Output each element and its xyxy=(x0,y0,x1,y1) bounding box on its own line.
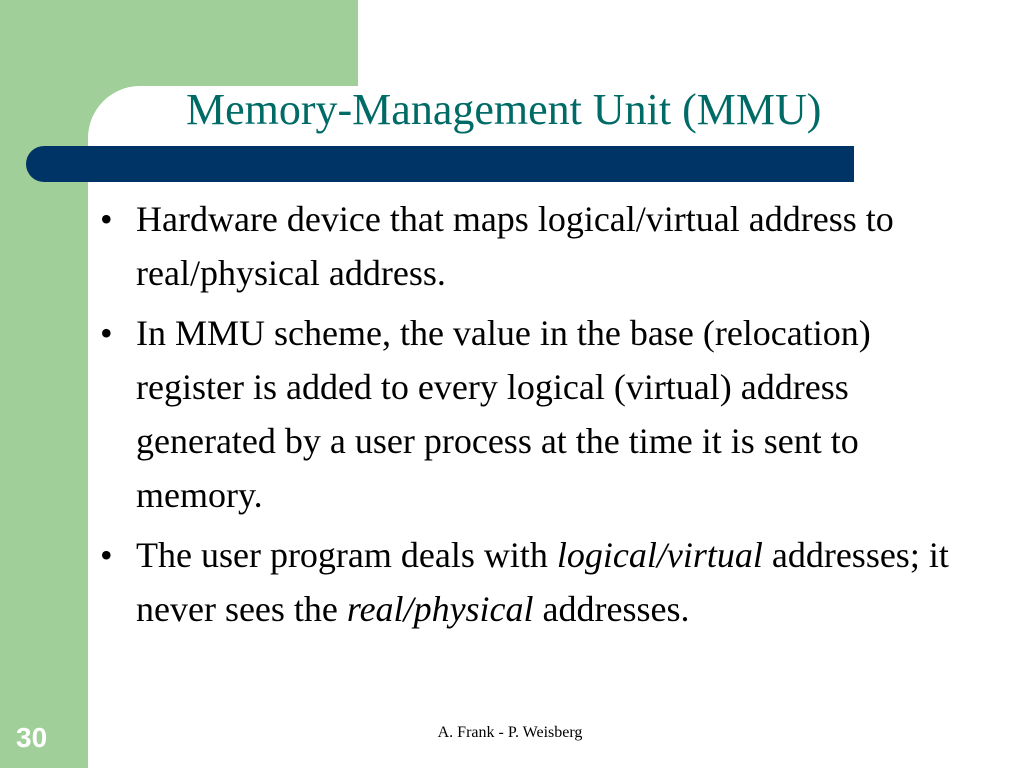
bullet-item xyxy=(100,528,980,636)
bullet-text: In MMU scheme, the value in the base (relocation) register is added to every logical (virtual) address generated by a user process at the time it is sent to memory. xyxy=(136,313,871,515)
bullet-list xyxy=(100,192,980,642)
bullet-item xyxy=(100,306,980,522)
bullet-icon: • xyxy=(100,199,113,239)
footer xyxy=(0,724,1024,742)
footer-text: A. Frank - P. Weisberg xyxy=(437,724,583,741)
bullet-icon: • xyxy=(100,313,113,353)
italic-term: logical/virtual xyxy=(556,535,763,575)
slide-title: Memory-Management Unit (MMU) xyxy=(186,85,822,134)
italic-term: real/physical xyxy=(346,589,534,629)
slide-number: 30 xyxy=(16,722,48,753)
bullet-text: The user program deals with logical/virtual addresses; it never sees the real/physical addresses. xyxy=(136,535,949,629)
green-sidebar xyxy=(0,0,88,768)
bullet-icon: • xyxy=(100,535,113,575)
bullet-text: Hardware device that maps logical/virtual address to real/physical address. xyxy=(136,199,894,293)
title-underline-bar xyxy=(26,146,854,182)
bullet-item xyxy=(100,192,980,300)
